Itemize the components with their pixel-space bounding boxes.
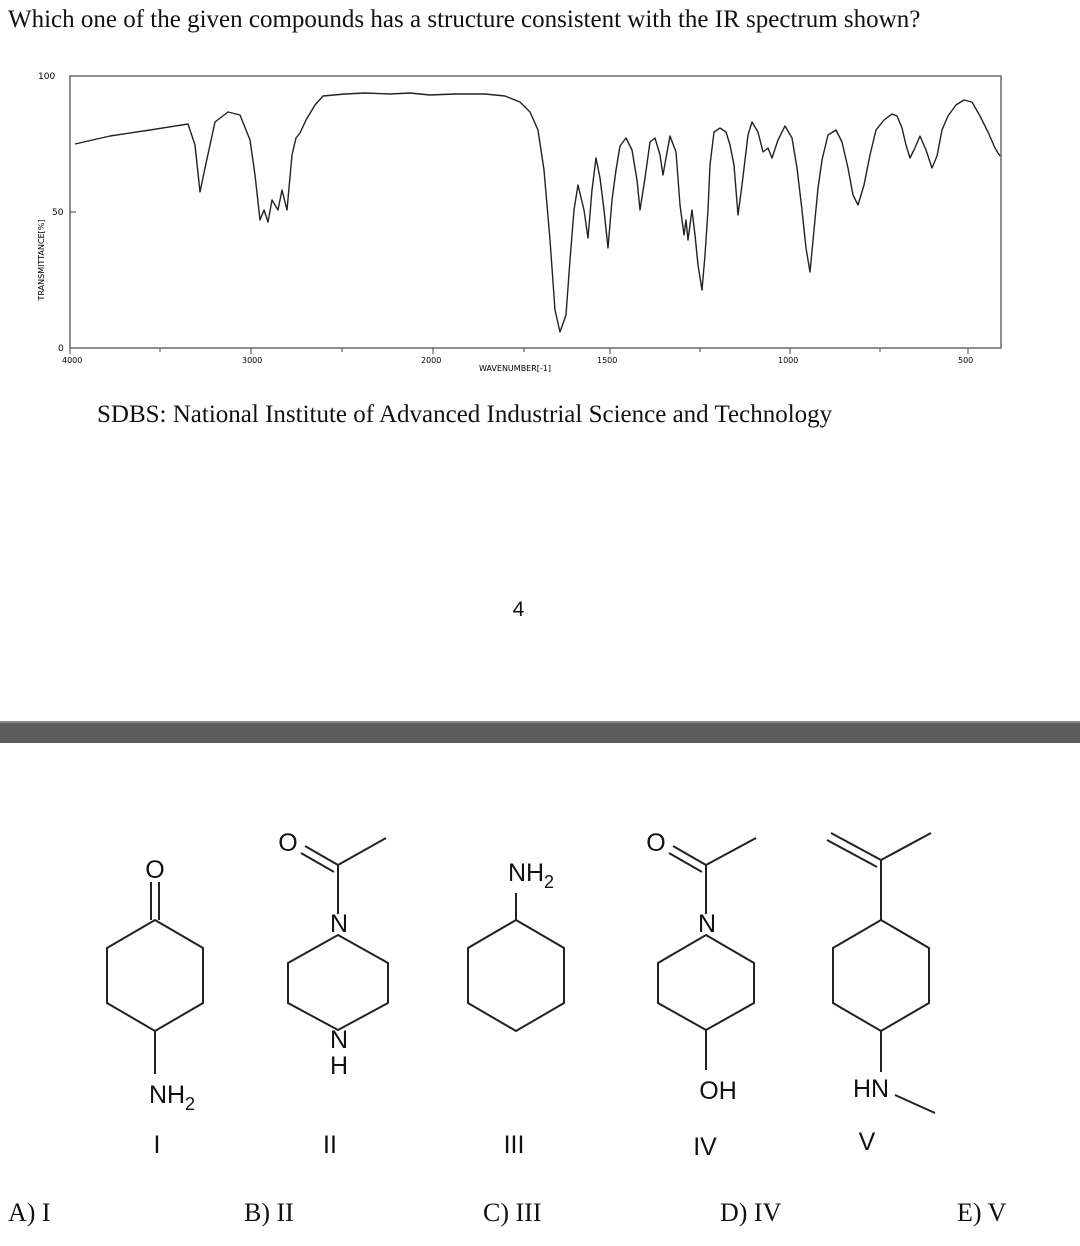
compound-numeral-1: I — [153, 1131, 161, 1159]
ring-compound-1 — [107, 920, 203, 1031]
compound-numeral-2: II — [323, 1131, 337, 1159]
y-tick-100: 100 — [38, 72, 56, 82]
atom-NH2: $NH_2$ — [507, 859, 555, 892]
atom-O: O — [646, 829, 666, 857]
y-tick-50: 50 — [52, 208, 64, 218]
atom-O: O — [278, 829, 298, 857]
atom-N: N — [329, 1026, 349, 1054]
choice-b[interactable]: B) II — [244, 1198, 294, 1227]
atom-N: N — [697, 910, 717, 938]
x-tick-2000: 2000 — [421, 356, 442, 365]
choice-a[interactable]: A) I — [8, 1198, 51, 1227]
x-tick-4000: 4000 — [62, 356, 83, 365]
atom-H: H — [329, 1052, 349, 1080]
ir-spectrum — [0, 60, 1080, 380]
page-number: 4 — [512, 598, 525, 621]
atom-HN: HN — [852, 1075, 890, 1103]
x-axis-label: WAVENUMBER[-1] — [478, 364, 552, 373]
x-tick-3000: 3000 — [242, 356, 263, 365]
ring-compound-5 — [833, 920, 929, 1031]
atom-OH: OH — [699, 1077, 737, 1105]
x-tick-1500: 1500 — [597, 356, 618, 365]
choice-c[interactable]: C) III — [483, 1198, 542, 1227]
y-axis-label: TRANSMITTANCE[%] — [37, 219, 46, 301]
ring-compound-2 — [288, 935, 388, 1030]
atom-NH2: $NH_2$ — [148, 1081, 196, 1114]
section-divider — [0, 721, 1080, 743]
choice-d[interactable]: D) IV — [720, 1198, 782, 1227]
spectrum-trace — [75, 93, 1000, 332]
atom-O: O — [145, 856, 165, 884]
y-tick-0: 0 — [58, 344, 64, 354]
atom-N: N — [329, 910, 349, 938]
source-citation: SDBS: National Institute of Advanced Industrial Science and Technology — [97, 401, 833, 428]
compound-numeral-5: V — [858, 1128, 876, 1156]
choice-e[interactable]: E) V — [957, 1198, 1007, 1227]
x-tick-1000: 1000 — [778, 356, 799, 365]
ring-compound-4 — [658, 935, 754, 1030]
spectrum-frame — [70, 76, 1001, 348]
question-text: Which one of the given compounds has a structure consistent with the IR spectrum shown? — [8, 6, 921, 33]
compound-numeral-4: IV — [693, 1133, 717, 1161]
compound-structures — [0, 760, 1080, 1180]
ring-compound-3 — [468, 920, 564, 1031]
compound-numeral-3: III — [503, 1131, 525, 1159]
x-tick-500: 500 — [958, 356, 974, 365]
